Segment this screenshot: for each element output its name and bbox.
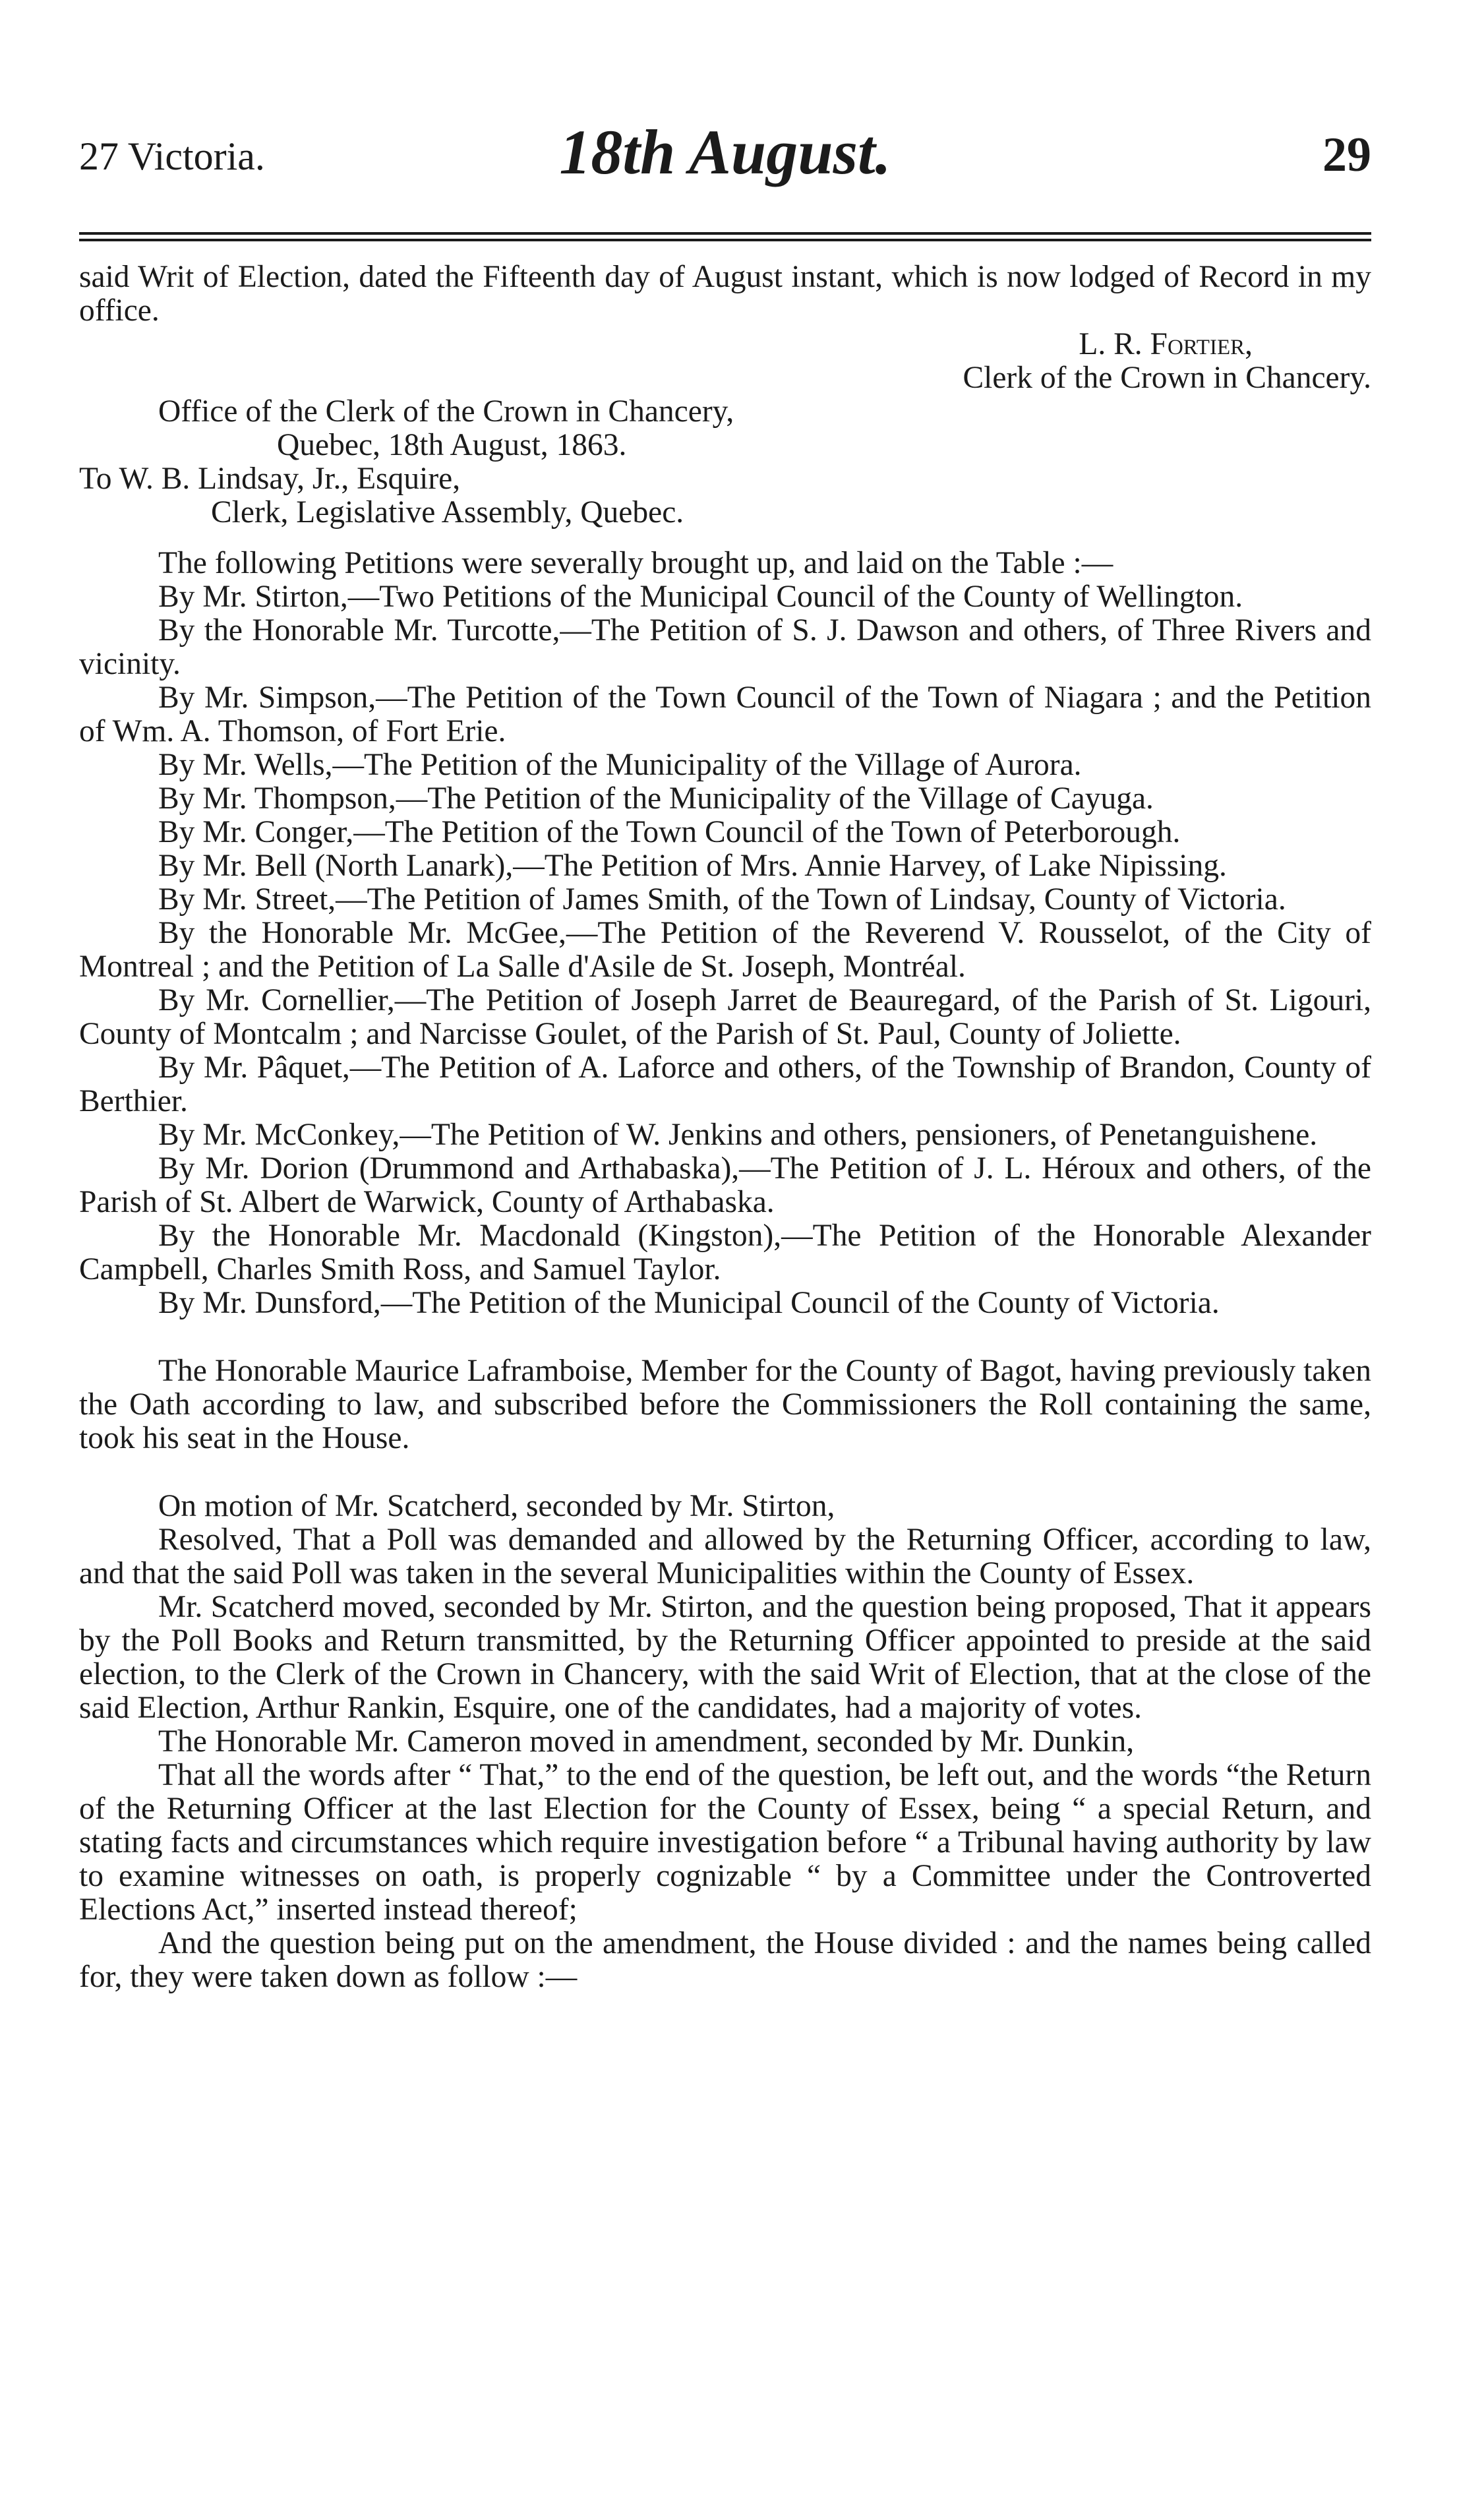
petition-item: By the Honorable Mr. McGee,—The Petition of the Reverend V. Rousselot, of the City of Montreal ; and the Petition of La Salle d'Asile de St. Joseph, Montréal.	[79, 916, 1371, 984]
petition-item: By Mr. Cornellier,—The Petition of Joseph Jarret de Beauregard, of the Parish of St. Ligouri, County of Montcalm ; and Narcisse Goulet, of the Parish of St. Paul, County of Joliette.	[79, 983, 1371, 1051]
session-label: 27 Victoria.	[79, 135, 265, 178]
address-line: To W. B. Lindsay, Jr., Esquire,	[79, 462, 461, 496]
petition-item: By Mr. Stirton,—Two Petitions of the Municipal Council of the County of Wellington.	[158, 580, 1243, 614]
address-title: Clerk, Legislative Assembly, Quebec.	[211, 495, 684, 530]
office-line: Office of the Clerk of the Crown in Chancery,	[158, 394, 734, 429]
page-number: 29	[1322, 128, 1371, 182]
header-rule-top	[79, 232, 1371, 235]
intro-text: said Writ of Election, dated the Fifteenth day of August instant, which is now lodged of Record in my office.	[79, 260, 1371, 328]
office-date: Quebec, 18th August, 1863.	[277, 428, 627, 462]
resolved-paragraph: Resolved, That a Poll was demanded and allowed by the Returning Officer, according to law, and that the said Poll was taken in the several Municipalities within the County of Essex.	[79, 1523, 1371, 1590]
petition-item: By Mr. Dunsford,—The Petition of the Municipal Council of the County of Victoria.	[158, 1286, 1220, 1320]
amendment-intro: The Honorable Mr. Cameron moved in amendment, seconded by Mr. Dunkin,	[158, 1724, 1135, 1759]
page-date: 18th August.	[559, 117, 891, 187]
petition-item: By Mr. Street,—The Petition of James Smith, of the Town of Lindsay, County of Victoria.	[158, 882, 1286, 917]
petitions-intro: The following Petitions were severally brought up, and laid on the Table :—	[158, 546, 1113, 580]
division-paragraph: And the question being put on the amendment, the House divided : and the names being called for, they were taken down as follow :—	[79, 1926, 1371, 1994]
petition-item: By the Honorable Mr. Macdonald (Kingston),—The Petition of the Honorable Alexander Campbell, Charles Smith Ross, and Samuel Taylor.	[79, 1219, 1371, 1287]
petition-item: By the Honorable Mr. Turcotte,—The Petition of S. J. Dawson and others, of Three Rivers and vicinity.	[79, 613, 1371, 681]
petition-item: By Mr. Dorion (Drummond and Arthabaska),—The Petition of J. L. Héroux and others, of the Parish of St. Albert de Warwick, County of Arthabaska.	[79, 1151, 1371, 1219]
petition-item: By Mr. Bell (North Lanark),—The Petition of Mrs. Annie Harvey, of Lake Nipissing.	[158, 849, 1227, 883]
amendment-paragraph: That all the words after “ That,” to the end of the question, be left out, and the words “the Return of the Returning Officer at the last Election for the County of Essex, being “ a special Return, and stating facts and circumstances which require investigation before “ a Tribunal having authority by law to examine witnesses on oath, is properly cognizable “ by a Committee under the Controverted Elections Act,” inserted instead thereof;	[79, 1758, 1371, 1927]
journal-body	[79, 260, 1371, 1994]
petition-item: By Mr. Conger,—The Petition of the Town Council of the Town of Peterborough.	[158, 815, 1181, 849]
petition-item: By Mr. Pâquet,—The Petition of A. Laforce and others, of the Township of Brandon, County of Berthier.	[79, 1050, 1371, 1118]
signature-title: Clerk of the Crown in Chancery.	[963, 361, 1371, 395]
petition-item: By Mr. Wells,—The Petition of the Municipality of the Village of Aurora.	[158, 748, 1082, 782]
page-header	[79, 115, 1371, 195]
petition-item: By Mr. Thompson,—The Petition of the Municipality of the Village of Cayuga.	[158, 781, 1154, 816]
moved-paragraph: Mr. Scatcherd moved, seconded by Mr. Stirton, and the question being proposed, That it appears by the Poll Books and Return transmitted, by the Returning Officer appointed to preside at the said election, to the Clerk of the Crown in Chancery, with the said Writ of Election, that at the close of the said Election, Arthur Rankin, Esquire, one of the candidates, had a majority of votes.	[79, 1590, 1371, 1725]
petition-item: By Mr. McConkey,—The Petition of W. Jenkins and others, pensioners, of Penetanguishene.	[158, 1118, 1318, 1152]
signature-name: L. R. Fortier,	[1079, 327, 1253, 361]
header-rule-bottom	[79, 239, 1371, 241]
oath-paragraph: The Honorable Maurice Laframboise, Member for the County of Bagot, having previously taken the Oath according to law, and subscribed before the Commissioners the Roll containing the same, took his seat in the House.	[79, 1354, 1371, 1455]
petition-item: By Mr. Simpson,—The Petition of the Town Council of the Town of Niagara ; and the Petition of Wm. A. Thomson, of Fort Erie.	[79, 681, 1371, 748]
motion-line: On motion of Mr. Scatcherd, seconded by Mr. Stirton,	[158, 1489, 835, 1523]
